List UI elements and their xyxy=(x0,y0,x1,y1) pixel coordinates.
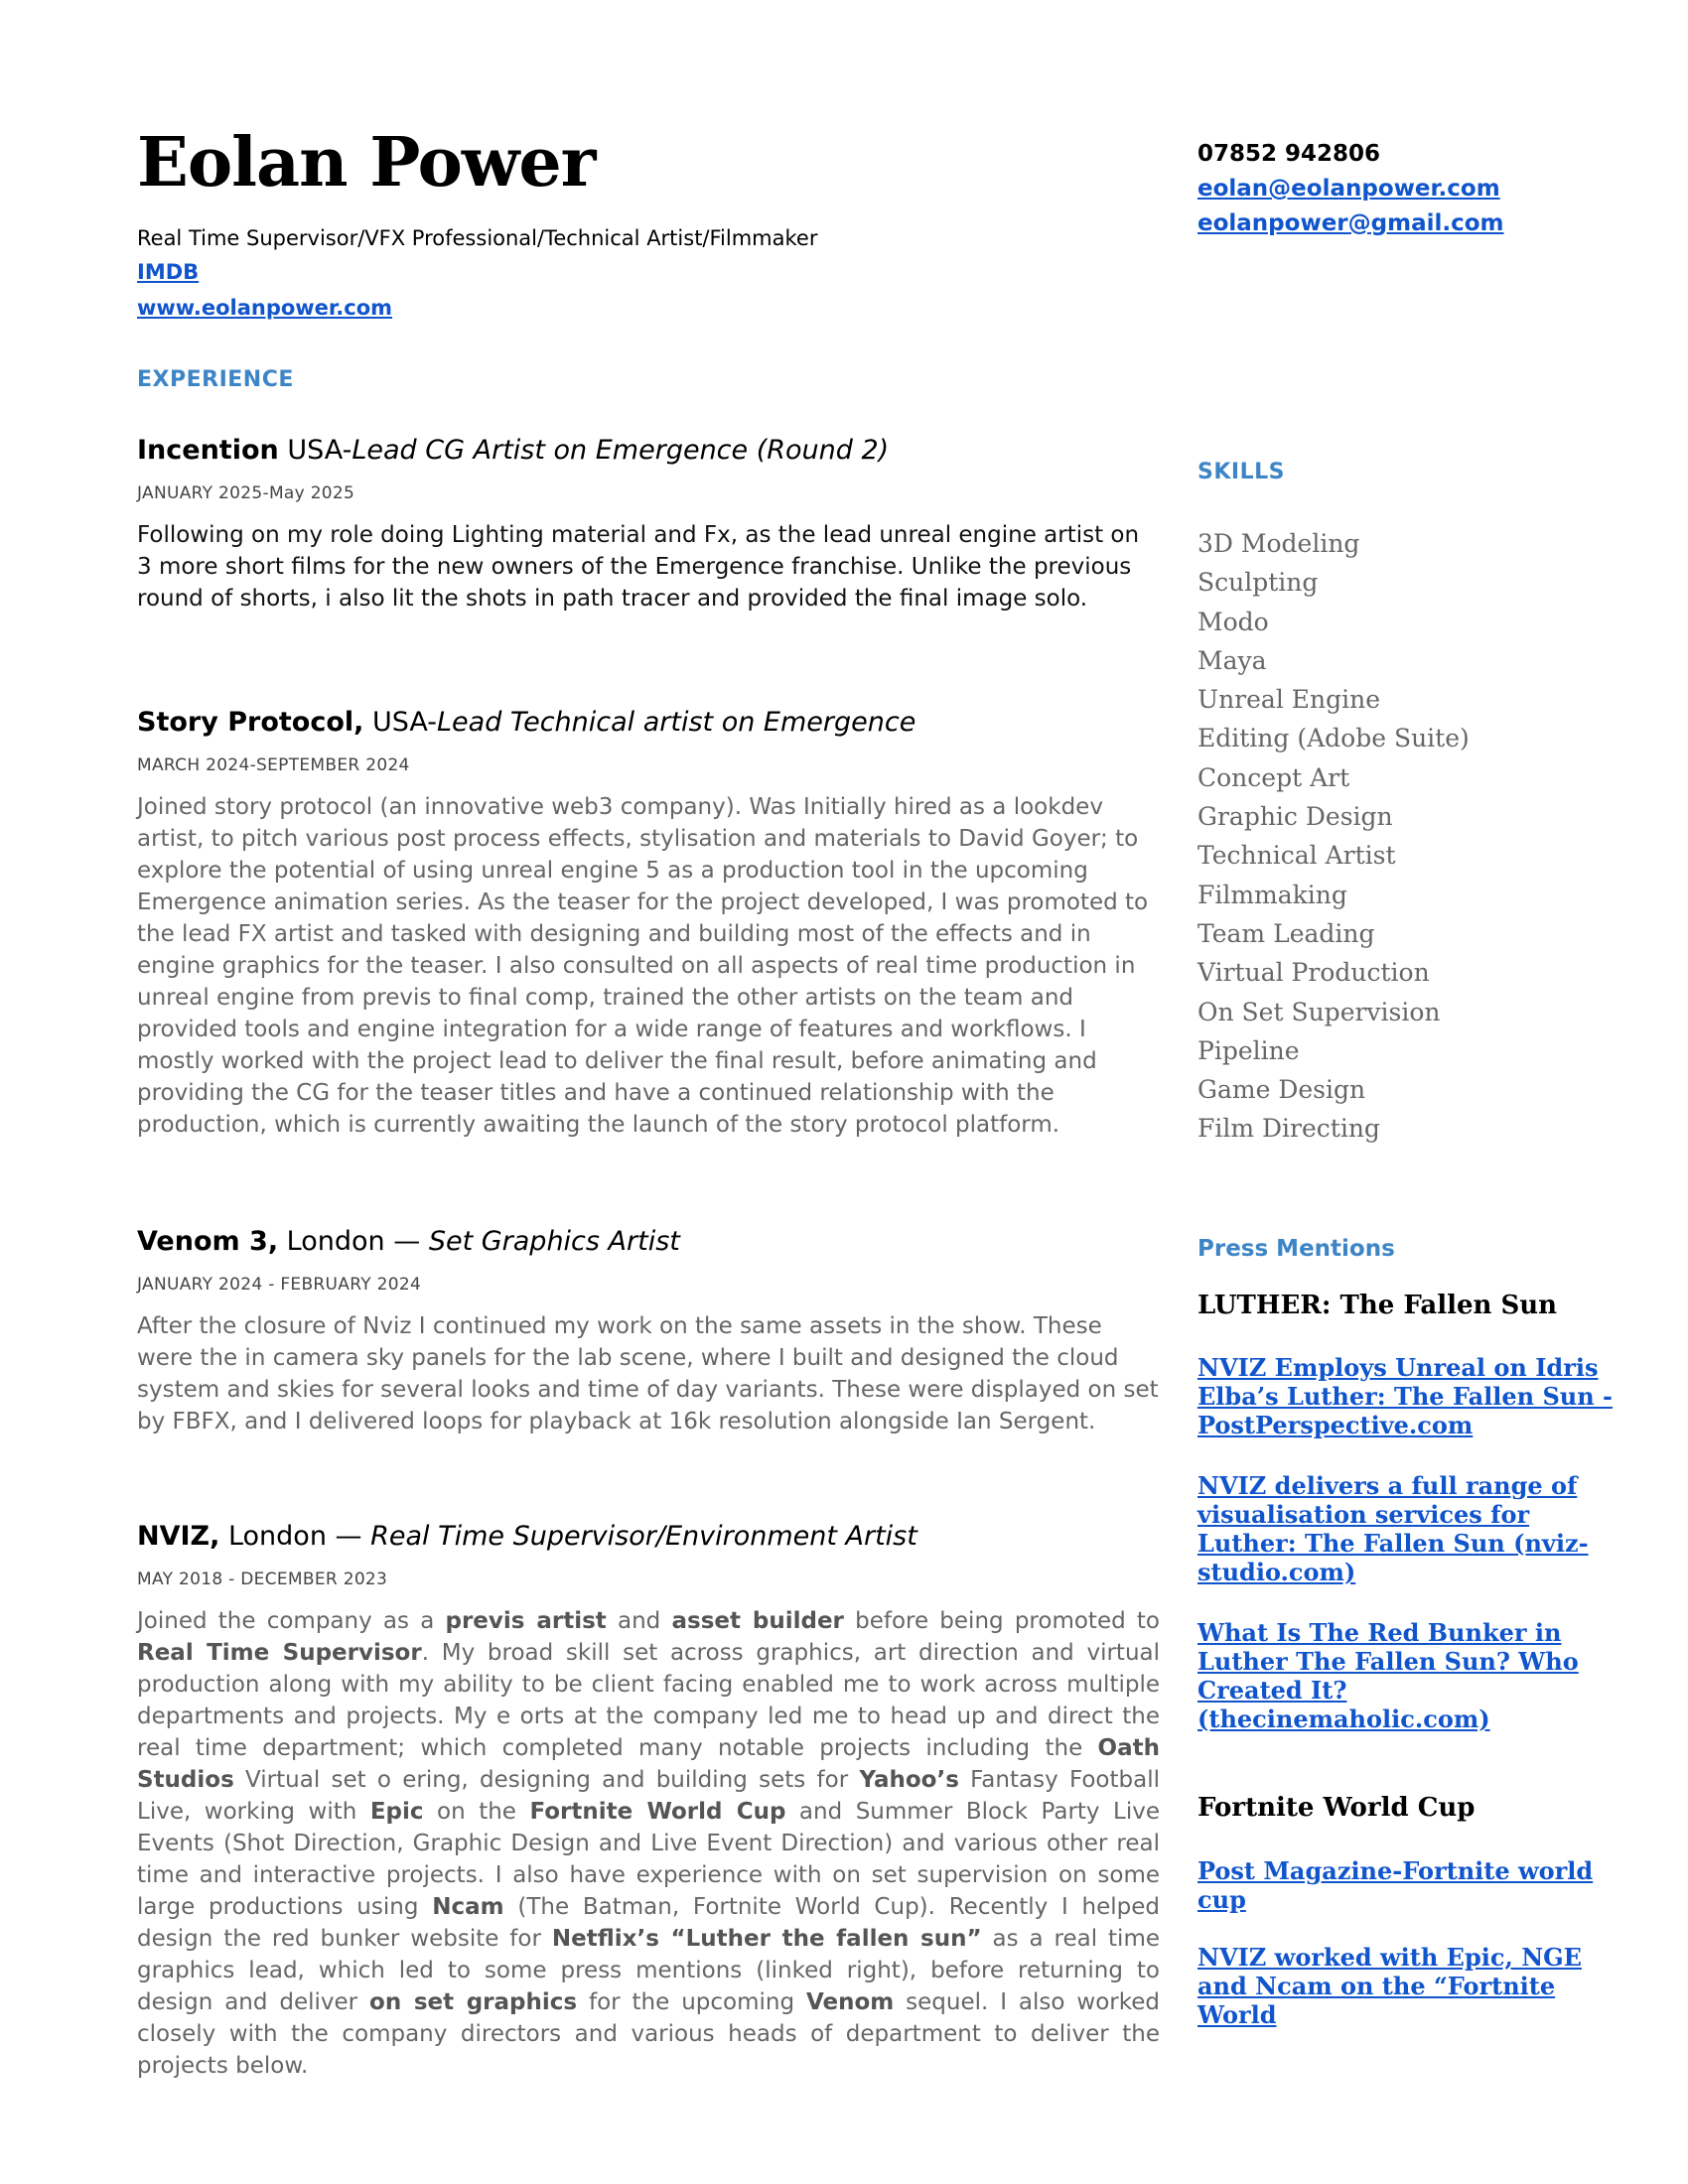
skill-item: Team Leading xyxy=(1197,918,1375,948)
desc-highlight: Oath Studios xyxy=(137,1735,1160,1793)
press-link[interactable]: What Is The Red Bunker in Luther The Fallen Sun? Who Created It? (thecinemaholic.com) xyxy=(1197,1618,1579,1733)
skill-item: Pipeline xyxy=(1197,1035,1300,1065)
job-company: Venom 3, xyxy=(137,1226,279,1257)
job-role: Lead CG Artist on Emergence (Round 2) xyxy=(352,435,890,466)
press-link[interactable]: NVIZ Employs Unreal on Idris Elba’s Luther: The Fallen Sun - PostPerspective.com xyxy=(1197,1353,1614,1439)
job-role: Set Graphics Artist xyxy=(428,1226,680,1257)
skill-item: Technical Artist xyxy=(1197,841,1396,871)
desc-highlight: Epic xyxy=(369,1799,424,1825)
job-description: Joined story protocol (an innovative web3 company). Was Initially hired as a lookdev artist, to pitch various post process effects, stylisation and materials to David Goyer; to explore the potential of using unreal engine 5 as a production tool in the upcoming Emergence animation series. As the teaser for the project developed, I was promoted to the lead FX artist and tasked with designing and building most of the effects and in engine graphics for the teaser. I also consulted on all aspects of real time production in unreal engine from previs to final comp, trained the other artists on the team and provided tools and engine integration for a wide range of features and workflows. I mostly worked with the project lead to deliver the final result, before animating and providing the CG for the teaser titles and have a continued relationship with the production, which is currently awaiting the launch of the story protocol platform. xyxy=(137,794,1149,1138)
desc-highlight: Netflix’s “Luther the fallen sun” xyxy=(551,1926,982,1952)
skill-item: 3D Modeling xyxy=(1197,529,1360,558)
job-role: Real Time Supervisor/Environment Artist xyxy=(370,1521,917,1552)
skill-item: Concept Art xyxy=(1197,762,1350,792)
skill-item: Graphic Design xyxy=(1197,802,1393,832)
job-dates: JANUARY 2025-May 2025 xyxy=(137,483,355,503)
desc-highlight: Venom xyxy=(805,1989,895,2015)
desc-text: on the xyxy=(423,1799,530,1825)
desc-text: and Summer Block Party Live Events (Shot Direction, Graphic Design and Live Event Direction) and various other real time and interactive projects. I also have experience with on set supervision on some large productions using xyxy=(137,1799,1161,1920)
press-link[interactable]: Post Magazine-Fortnite world cup xyxy=(1197,1856,1594,1914)
job-title xyxy=(137,1225,1160,1259)
candidate-subtitle: Real Time Supervisor/VFX Professional/Technical Artist/Filmmaker xyxy=(137,226,818,250)
desc-highlight: Ncam xyxy=(432,1894,504,1920)
job-description: Following on my role doing Lighting material and Fx, as the lead unreal engine artist on 3 more short films for the new owners of the Emergence franchise. Unlike the previous round of shorts, i also lit the shots in path tracer and provided the final image solo. xyxy=(137,522,1140,612)
job-description: After the closure of Nviz I continued my work on the same assets in the show. These were the in camera sky panels for the lab scene, where I built and designed the cloud system and skies for several looks and time of day variants. These were displayed on set by FBFX, and I delivered loops for playback at 16k resolution alongside Ian Sergent. xyxy=(137,1313,1159,1434)
job-description xyxy=(137,1605,1160,2082)
press-heading: Press Mentions xyxy=(1197,1236,1395,1262)
desc-highlight: previs artist xyxy=(445,1608,607,1634)
desc-text: and xyxy=(606,1608,672,1634)
job-location: USA- xyxy=(278,435,352,466)
desc-text: Virtual set o ering, designing and building sets for xyxy=(233,1767,860,1793)
skill-item: Filmmaking xyxy=(1197,880,1347,909)
job-entry xyxy=(137,1225,1160,1437)
desc-text: sequel. I also worked closely with the company directors and various heads of department to deliver the projects below. xyxy=(137,1989,1160,2079)
press-link[interactable]: NVIZ delivers a full range of visualisation services for Luther: The Fallen Sun (nviz-studio.com) xyxy=(1197,1471,1589,1586)
job-location: London — xyxy=(278,1226,429,1257)
desc-text: as a real time graphics lead, which led to some press mentions (linked right), before returning to design and deliver xyxy=(137,1926,1161,2015)
desc-text: for the upcoming xyxy=(577,1989,806,2015)
job-dates: MARCH 2024-SEPTEMBER 2024 xyxy=(137,755,410,775)
skills-heading: SKILLS xyxy=(1197,460,1285,484)
desc-text: . My broad skill set across graphics, art direction and virtual production along with my ability to be client facing enabled me to work across multiple departments and projects. My e orts at the company led me to head up and direct the real time department; which completed many notable projects including the xyxy=(137,1640,1161,1761)
job-dates: JANUARY 2024 - FEBRUARY 2024 xyxy=(137,1275,422,1295)
email-link-primary[interactable]: eolan@eolanpower.com xyxy=(1197,176,1500,202)
job-entry xyxy=(137,706,1160,1141)
phone-number: 07852 942806 xyxy=(1197,141,1381,167)
skill-item: Maya xyxy=(1197,645,1267,675)
skill-item: Sculpting xyxy=(1197,568,1319,598)
job-entry xyxy=(137,1520,1160,2082)
job-location: London — xyxy=(219,1521,371,1552)
candidate-name: Eolan Power xyxy=(137,123,596,203)
press-title-luther: LUTHER: The Fallen Sun xyxy=(1197,1291,1558,1320)
website-link[interactable]: www.eolanpower.com xyxy=(137,296,393,320)
job-location: USA- xyxy=(363,707,438,738)
contact-block xyxy=(1197,137,1504,241)
desc-highlight: Fortnite World Cup xyxy=(529,1799,786,1825)
press-title-fortnite: Fortnite World Cup xyxy=(1197,1793,1476,1823)
job-title xyxy=(137,434,1160,468)
job-entry xyxy=(137,434,1160,614)
imdb-link[interactable]: IMDB xyxy=(137,260,200,284)
skill-item: On Set Supervision xyxy=(1197,997,1441,1026)
skill-item: Unreal Engine xyxy=(1197,685,1381,715)
skill-item: Game Design xyxy=(1197,1075,1366,1105)
skill-item: Film Directing xyxy=(1197,1114,1380,1144)
job-title xyxy=(137,1520,1160,1554)
job-company: Incention xyxy=(137,435,279,466)
job-title xyxy=(137,706,1160,740)
desc-highlight: Yahoo’s xyxy=(859,1767,959,1793)
desc-highlight: Real Time Supervisor xyxy=(137,1640,422,1666)
skills-list xyxy=(1197,524,1470,1149)
skill-item: Virtual Production xyxy=(1197,958,1430,988)
job-company: Story Protocol, xyxy=(137,707,364,738)
experience-heading: EXPERIENCE xyxy=(137,367,294,392)
email-link-secondary[interactable]: eolanpower@gmail.com xyxy=(1197,210,1504,236)
desc-text: before being promoted to xyxy=(843,1608,1160,1634)
skill-item: Editing (Adobe Suite) xyxy=(1197,724,1470,753)
desc-text: (The Batman, Fortnite World Cup). Recently I helped design the red bunker website for xyxy=(137,1894,1160,1952)
desc-highlight: asset builder xyxy=(671,1608,844,1634)
job-company: NVIZ, xyxy=(137,1521,220,1552)
desc-text: Fantasy Football Live, working with xyxy=(137,1767,1160,1825)
skill-item: Modo xyxy=(1197,607,1269,636)
desc-highlight: on set graphics xyxy=(369,1989,578,2015)
desc-text: Joined the company as a xyxy=(137,1608,446,1634)
job-dates: MAY 2018 - DECEMBER 2023 xyxy=(137,1570,388,1589)
press-link[interactable]: NVIZ worked with Epic, NGE and Ncam on the “Fortnite World xyxy=(1197,1943,1582,2029)
job-role: Lead Technical artist on Emergence xyxy=(437,707,916,738)
